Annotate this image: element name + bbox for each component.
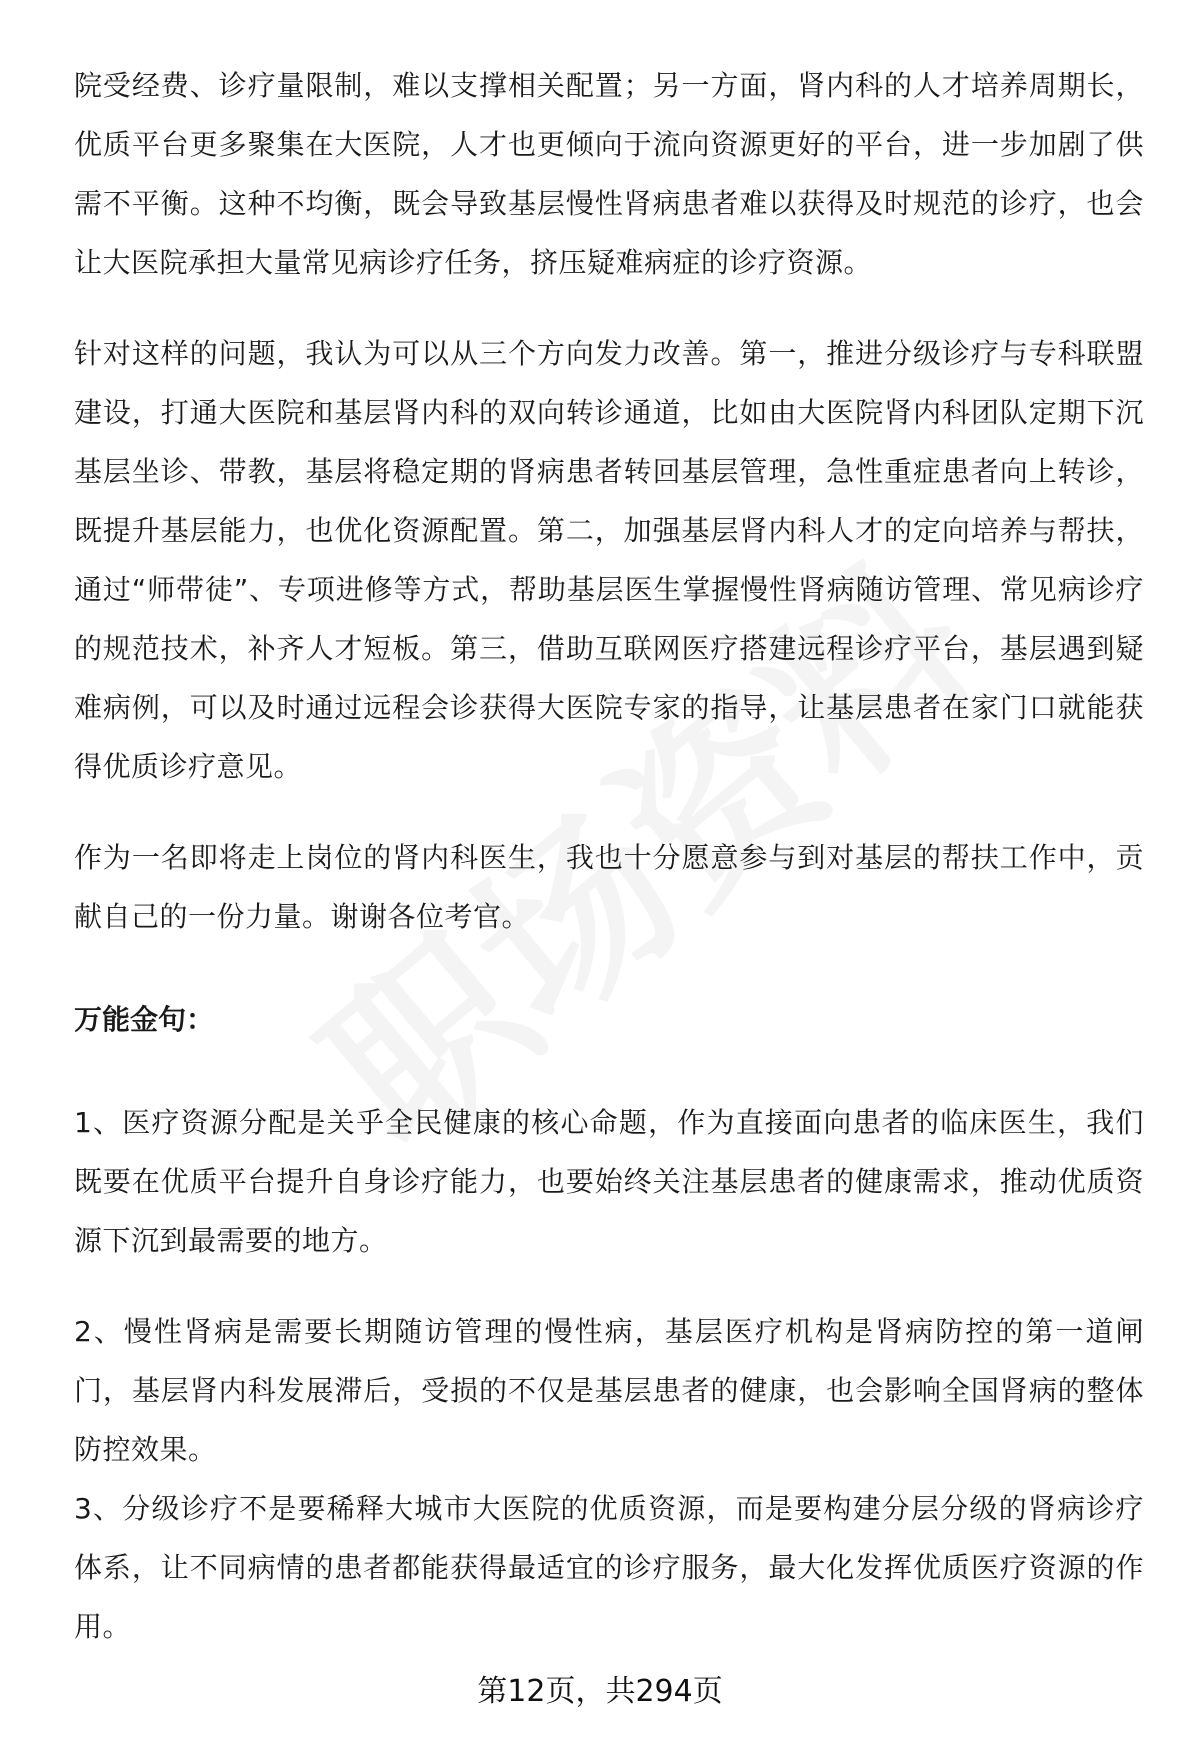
paragraph-2: 针对这样的问题，我认为可以从三个方向发力改善。第一，推进分级诊疗与专科联盟建设，打通大医院和基层肾内科的双向转诊通道，比如由大医院肾内科团队定期下沉基层坐诊、带教，基层将稳定期的肾病患者转回基层管理，急性重症患者向上转诊，既提升基层能力，也优化资源配置。第二，加强基层肾内科人才的定向培养与帮扶，通过“师带徒”、专项进修等方式，帮助基层医生掌握慢性肾病随访管理、常见病诊疗的规范技术，补齐人才短板。第三，借助互联网医疗搭建远程诊疗平台，基层遇到疑难病例，可以及时通过远程会诊获得大医院专家的指导，让基层患者在家门口就能获得优质诊疗意见。 [74, 337, 1144, 783]
paragraph-3: 作为一名即将走上岗位的肾内科医生，我也十分愿意参与到对基层的帮扶工作中，贡献自己的一份力量。谢谢各位考官。 [74, 841, 1144, 933]
section-heading: 万能金句： [74, 1003, 215, 1036]
list-item-1: 1、医疗资源分配是关乎全民健康的核心命题，作为直接面向患者的临床医生，我们既要在优质平台提升自身诊疗能力，也要始终关注基层患者的健康需求，推动优质资源下沉到最需要的地方。 [74, 1106, 1144, 1257]
list-item-2: 2、慢性肾病是需要长期随访管理的慢性病，基层医疗机构是肾病防控的第一道闸门，基层肾内科发展滞后，受损的不仅是基层患者的健康，也会影响全国肾病的整体防控效果。 [74, 1315, 1144, 1466]
paragraph-1: 院受经费、诊疗量限制，难以支撑相关配置；另一方面，肾内科的人才培养周期长，优质平台更多聚集在大医院，人才也更倾向于流向资源更好的平台，进一步加剧了供需不平衡。这种不均衡，既会导致基层慢性肾病患者难以获得及时规范的诊疗，也会让大医院承担大量常见病诊疗任务，挤压疑难病症的诊疗资源。 [74, 69, 1144, 279]
list-item-3: 3、分级诊疗不是要稀释大城市大医院的优质资源，而是要构建分层分级的肾病诊疗体系，让不同病情的患者都能获得最适宜的诊疗服务，最大化发挥优质医疗资源的作用。 [74, 1492, 1144, 1643]
document-body [74, 56, 1144, 1656]
page-number: 第12页，共294页 [477, 1674, 723, 1709]
